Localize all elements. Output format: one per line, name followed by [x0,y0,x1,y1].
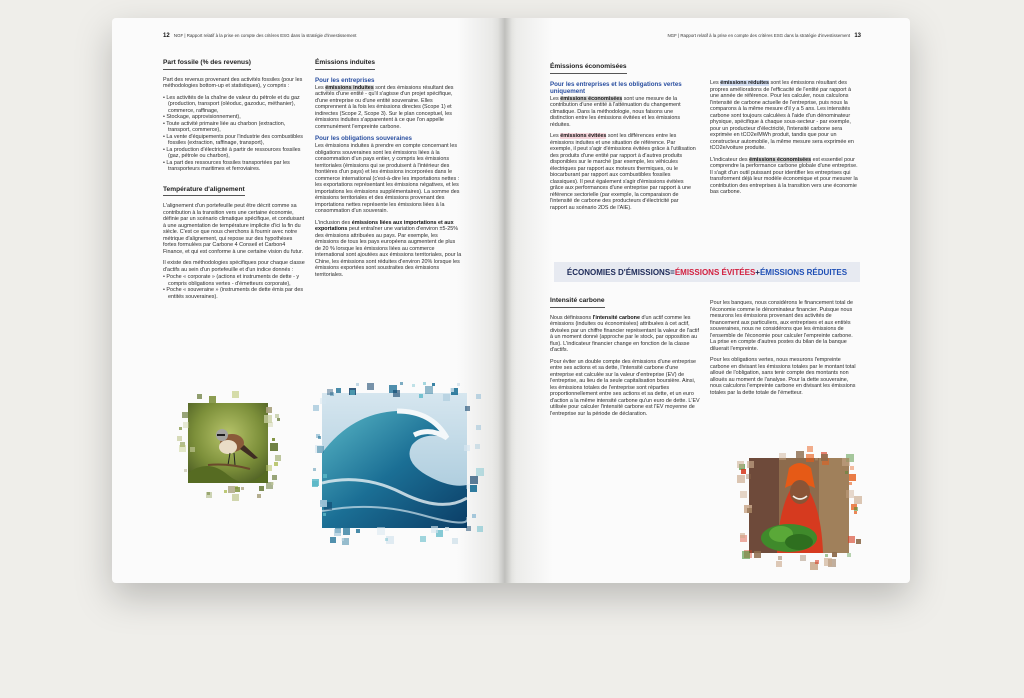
pixel-square [846,490,854,498]
intensity-paragraph-2: Pour éviter un double compte des émissions d'une entreprise entre ses actions et sa dette, l'intensité carbone d'une entreprise est calculée sur la valeur d'entreprise (EV) de l'entreprise, au lieu de la seule capitalisation boursière. Ainsi, les émissions totales de l'entreprise sont réparties proportionnellement entre ses actions et sa dette, et un euro d'action a la même intensité carbone qu'un euro de dette. L'EV utilisée pour calculer l'intensité carbone est l'EV moyenne de l'entreprise sur la période de déclaration. [550,358,700,417]
pixel-square [737,475,745,483]
highlight-term: émissions évitées [560,133,607,139]
pixel-square [740,533,745,538]
pixel-square [318,436,321,439]
pixel-square [850,466,854,470]
pixel-square [854,496,862,504]
pixel-square [420,536,426,542]
pixel-square [232,391,239,398]
section-heading-fossil: Part fossile (% des revenus) [163,60,251,70]
pixel-square [425,386,433,394]
pixel-square [336,388,341,393]
right-page [504,18,910,583]
wave-image [322,393,467,528]
text-run: sont des émissions résultant des activités d'une entité - qu'il s'agisse d'un projet spécifique, d'une entreprise ou d'une entité souveraine. Elles comprennent à la fois les émissions directes (Scope 1) et indirectes (Scope 2, Scope 3). Sur le plan conceptuel, les émissions induites s'apparentent à ce que l'on appelle communément l'empreinte carbone. [315,84,454,130]
pixel-square [800,555,806,561]
highlight-term: émissions induites [325,84,374,91]
pixel-square [815,560,819,564]
pixel-square [452,538,458,544]
pixel-square [241,487,244,490]
pixel-square [476,468,484,476]
pixel-square [313,468,316,471]
pixel-square [475,444,480,449]
highlight-term: émissions économisées [749,156,812,163]
pixel-square [197,394,202,399]
formula-plus: + [755,267,760,277]
pixel-square [272,438,275,441]
pixel-square [320,398,326,404]
pixel-square [476,394,481,399]
pixel-square [465,406,470,411]
intensity-paragraph-4: Pour les obligations vertes, nous mesurons l'empreinte carbone en divisant les émissions totales par le montant total alloué de l'obligation, sans tenir compte des montants non alloués au moment de l'analyse. Pour la dette souveraine, nous calculons l'empreinte carbone en divisant les émissions totales par la dette totale de l'émetteur. [710,357,856,396]
pixel-square [367,383,374,390]
list-item: • La production d'électricité à partir de ressources fossiles (gaz, pétrole ou charbon), [163,146,301,159]
pixel-square [445,527,449,531]
pixel-square [470,476,478,484]
pixel-square [848,536,855,543]
saved-paragraph-3 [710,80,860,152]
imports-paragraph [315,220,462,279]
pixel-square [190,447,195,452]
pixel-square [747,461,754,468]
list-item: • Stockage, approvisionnement), [163,114,241,120]
subheading-enterprises-green-bonds: Pour les entreprises et les obligations vertes uniquement [550,80,682,95]
pixel-square [228,486,235,493]
pixel-square [796,451,804,459]
pixel-square [832,552,837,557]
formula-reduced: ÉMISSIONS RÉDUITES [759,267,848,277]
list-item: • Poche « corporate » (actions et instruments de dette - y compris obligations vertes - d'émetteurs corporate), [163,274,300,287]
pixel-square [737,461,744,468]
temperature-paragraph-2: Il existe des méthodologies spécifiques pour chaque classe d'actifs au sein d'un portefeuille et d'un indice donnés : [163,260,305,273]
text-run: d'un actif comme les émissions (induites ou économisées) attribuées à cet actif, divisées par un chiffre financier représentant la valeur de l'actif à un moment donné (approche par le stock, par opposition au flux). L'indicateur financier change en fonction de la classe d'actifs. [550,314,699,353]
pixel-square [856,539,861,544]
pixel-square [476,425,481,430]
subheading-sovereign: Pour les obligations souveraines [315,135,412,142]
pixel-square [317,446,324,453]
formula-equals: = [670,267,675,277]
fossil-intro: Part des revenus provenant des activités fossiles (pour les méthodologies bottom-up et statistiques), y compris : [163,76,303,89]
pixel-square [815,460,819,464]
pixel-square [419,394,423,398]
pixel-square [842,458,850,466]
pixel-square [209,396,216,403]
highlight-term: émissions économisées [560,95,623,102]
temperature-bullet-list [163,274,305,300]
pixel-square [266,407,272,413]
text-run: Nous définissons [550,314,593,321]
pixel-square [224,490,227,493]
pixel-square [232,494,239,501]
page-number-right: 13 [854,33,861,39]
text-run: peut entraîner une variation d'environ ±5-25% des émissions attribuées au pays. Par exemple, les émissions de tous les pays européens augmentent de plus de 20 % lorsque les émissions liées au commerce international sont ajoutées aux émissions territoriales, pour la Chine, les émissions sont réduites d'environ 20% lorsque les émissions exportées sont soustraites des émissions territoriales. [315,226,462,278]
pixel-square [747,508,752,513]
pixel-square [806,454,814,462]
pixel-square [312,481,318,487]
pixel-square [259,486,264,491]
running-head-text: NGF | Rapport relatif à la prise en compte des critères ESG dans la stratégie d'investissement [173,33,357,38]
list-item: • La part des ressources fossiles transportées par les transporteurs maritimes et ferroviaires. [163,159,290,172]
text-run: sont une mesure de la contribution d'une entité à l'atténuation du changement climatique. Dans la méthodologie, nous faisons une distinction entre les émissions évitées et les émissions réduites. [550,95,681,128]
woman-photo [749,458,849,553]
text-run: Les [710,80,721,86]
pixel-square [356,383,359,386]
pixel-square [431,526,438,533]
pixel-square [275,455,281,461]
pixel-square [266,465,272,471]
left-page [112,18,504,583]
pixel-square [320,500,327,507]
pixel-square [778,556,782,560]
pixel-square [466,526,471,531]
list-item: • Toute activité primaire liée au charbon (extraction, transport, commerce), [163,120,286,133]
right-column-3 [550,298,700,422]
pixel-square [350,390,355,395]
pixel-square [464,445,470,451]
pixel-square [450,388,454,392]
text-run: est essentiel pour comprendre la performance carbone globale d'une entreprise. Il s'agit d'un outil puissant pour identifier les entreprises qui transforment déjà leur modèle économique et pour mesurer la contribution des entreprises à la transition vers une économie bas carbone. [710,156,858,195]
highlight-term: émissions réduites [720,80,770,86]
right-column-1 [550,64,696,216]
text-run: L'indicateur des [710,156,750,163]
section-heading-intensity: Intensité carbone [550,298,605,308]
text-run: sont les différences entre les émissions induites et une situation de référence. Par exemple, il peut s'agir d'émissions évitées grâce à l'utilisation des produits d'une entité par rapport à d'autres produits disponibles sur le marché (par exemple, les véhicules électriques par rapport aux moteurs thermiques, ou le biocarburant par rapport aux combustibles fossiles classiques). Il peut également s'agir d'émissions évitées grâce aux performances d'une entreprise par rapport à une référence sectorielle (par exemple, la comparaison de l'intensité de carbone des producteurs d'électricité par rapport au scénario 2DS de l'AIE). [550,133,696,211]
pixel-square [179,427,182,430]
pixel-square [742,551,750,559]
bold-term: l'intensité carbone [592,314,640,321]
pixel-square [432,383,435,386]
right-column-4 [710,300,860,401]
pixel-square [472,514,476,518]
pixel-square [477,526,483,532]
pixel-square [746,474,751,479]
pixel-square [740,491,747,498]
pixel-square [334,529,341,536]
pixel-square [271,482,274,485]
pixel-square [754,551,761,558]
saved-paragraph-4 [710,157,860,196]
pixel-square [423,382,426,385]
pixel-square [825,554,828,557]
pixel-square [443,394,450,401]
pixel-square [235,487,240,492]
pixel-square [821,454,828,461]
bold-term: émissions liées aux importations et aux exportations [315,219,454,232]
pixel-square [183,422,189,428]
pixel-square [849,474,856,481]
text-run: sont les émissions résultant des propres améliorations de l'efficacité de l'entité par rapport à une année de référence. Pour les calculer, nous calculons l'intensité de carbone actuelle de l'entreprise, puis nous la comparons à la même mesure d'il y a 5 ans. Les intensités carbone sont toujours calculées à l'aide d'un dénominateur physique, spécifique à chaque sous-secteur - par exemple, pour un producteur d'électricité, l'intensité carbone sera exprimée en tCO2e/MWh produit, tandis que pour un constructeur automobile, la même mesure sera exprimée en tCO2e/voiture produite. [710,80,854,151]
saved-paragraph-2 [550,133,696,211]
pixel-square [179,445,186,452]
text-run: Les [315,84,326,91]
pixel-square [807,446,813,452]
pixel-square [457,383,460,386]
fossil-bullet-list [163,95,305,173]
list-item: • La vente d'équipements pour l'industrie des combustibles fossiles (extraction, raffinage, transport), [163,133,303,146]
running-head-right [668,33,865,39]
list-item: • Les activités de la chaîne de valeur du pétrole et du gaz (production, transport (oléoduc, gazoduc, méthanier), commerce, raffinage, [163,94,300,114]
pixel-square [277,418,280,421]
pixel-square [323,513,326,516]
induced-sovereign-paragraph: Les émissions induites à prendre en compte concernant les obligations souveraines sont les émissions liées à la consommation d'un pays entier, y compris les émissions territoriales (émissions qui se produisent à l'intérieur des frontières d'un pays) et les émissions incorporées dans le commerce international (c'est-à-dire les importations nettes : les exportations représentant les émissions négatives, et les importations les émissions supplémentaires). La somme des émissions territoriales et des émissions provenant des importations nettes représente les émissions liées à la consommation d'un souverain. [315,143,460,214]
induced-enterprises-paragraph [315,85,462,131]
running-head-text: NGF | Rapport relatif à la prise en compte des critères ESG dans la stratégie d'investissement [667,33,851,38]
pixel-square [847,553,851,557]
pixel-square [184,469,187,472]
pixel-square [393,390,400,397]
left-column-2 [315,60,462,283]
saved-paragraph-1 [550,96,696,129]
pixel-square [264,415,272,423]
section-heading-temperature: Température d'alignement [163,187,245,197]
pixel-square [779,453,786,460]
pixel-square [323,474,327,478]
pixel-square [854,511,857,514]
text-run: Les [550,133,561,139]
pixel-square [206,492,212,498]
bird-photo [188,403,268,483]
formula-savings: ÉCONOMIES D'ÉMISSIONS [566,267,671,277]
pixel-square [470,485,477,492]
subheading-enterprises: Pour les entreprises [315,76,375,84]
pixel-square [275,414,279,418]
woman-image [749,458,849,553]
pixel-square [272,475,277,480]
pixel-square [741,469,746,474]
text-run: Les [550,95,561,102]
pixel-square [341,538,344,541]
pixel-square [776,561,782,567]
section-heading-saved: Émissions économisées [550,64,627,74]
left-column-1 [163,60,305,300]
pixel-square [177,436,182,441]
wave-photo [322,393,467,528]
list-item: • Poche « souveraine » (instruments de dette émis par des entités souveraines). [163,287,304,300]
text-run: L'inclusion des [315,219,352,226]
formula-avoided: ÉMISSIONS ÉVITÉES [674,267,756,277]
book-gutter [498,18,512,583]
intensity-paragraph-3: Pour les banques, nous considérons le financement total de l'économie comme le dénominateur financier. Puisque nous mesurons les émissions provenant des activités de financement aux particuliers, aux entreprises et aux entités souveraines, nous ne considérons que les émissions de l'ensemble de l'économie pour calculer l'empreinte carbone. La prise en compte d'autres postes du bilan de la banque diluerait l'empreinte. [710,300,853,352]
pixel-square [313,405,319,411]
intensity-paragraph-1 [550,315,700,354]
brochure-spread [112,18,910,583]
pixel-square [343,528,350,535]
pixel-square [400,382,403,385]
formula-banner [554,262,860,282]
pixel-square [849,482,852,485]
pixel-square [182,412,188,418]
pixel-square [327,389,333,395]
page-number-left: 12 [163,33,170,39]
pixel-square [385,538,388,541]
right-column-2 [710,80,860,201]
pixel-square [257,494,261,498]
pixel-square [377,527,385,535]
pixel-square [274,462,278,466]
pixel-square [412,384,415,387]
section-heading-induced: Émissions induites [315,60,375,70]
pixel-square [270,443,278,451]
pixel-square [330,537,336,543]
pixel-square [824,558,832,566]
pixel-square [356,529,360,533]
bird-image [188,403,268,483]
running-head-left [160,33,357,39]
temperature-paragraph: L'alignement d'un portefeuille peut être décrit comme sa contribution à la transition vers une certaine économie, définie par un scénario climatique spécifique, et conduisant à une augmentation de température implicite d'ici la fin du siècle. C'est ce que nous cherchons à fournir avec notre métrique d'alignement, qui repose sur des hypothèses fortes formulées par Carbone 4 Conseil et Carbon4 Finance, et qui est conforme à une certaine vision du futur. [163,203,305,255]
